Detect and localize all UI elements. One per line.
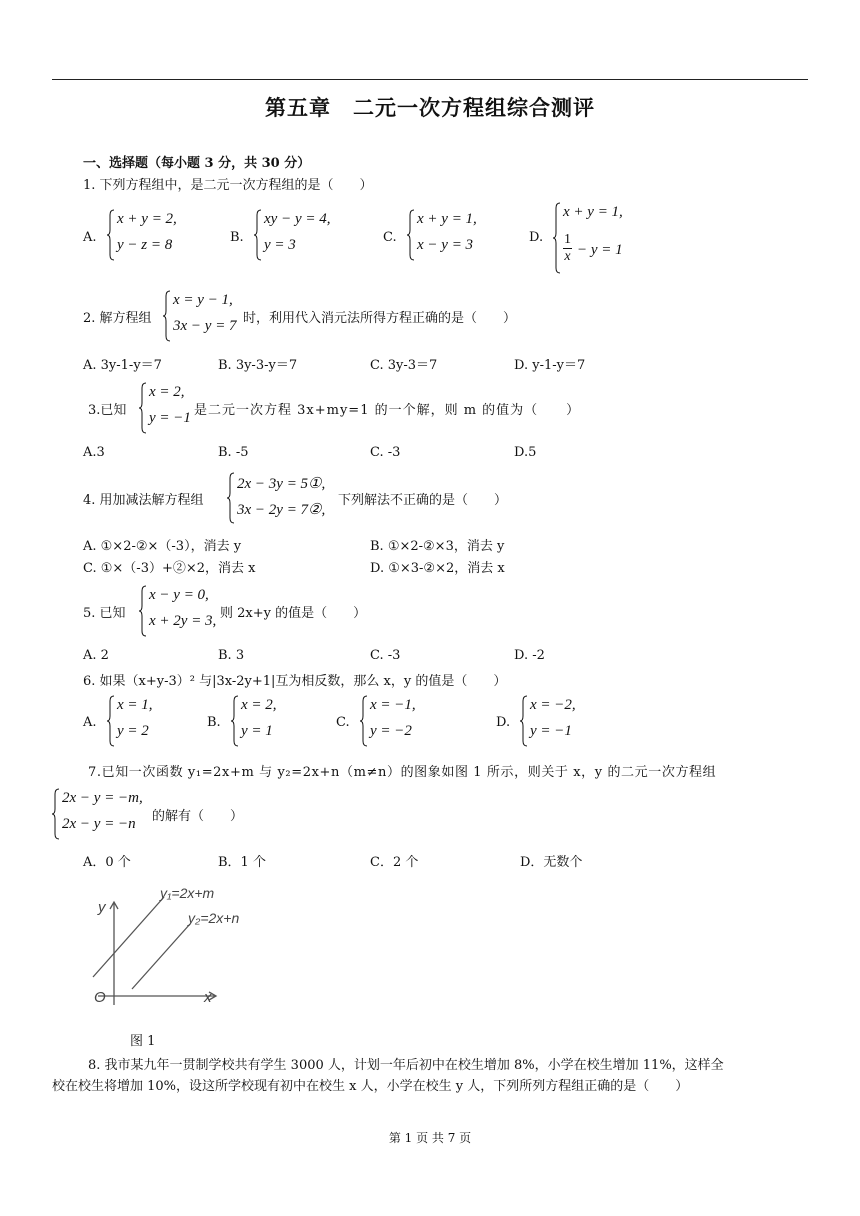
q5-system [139,585,229,637]
q5-suffix: 则 2x+y 的值是（ ） [220,606,367,621]
q4-option-a: A. ①×2-②×（-3），消去 y [83,539,242,554]
q6-c-eq2: y = −2 [370,723,412,739]
q2-eq1: x = y − 1, [173,292,233,308]
q1-a-eq2: y − z = 8 [117,237,173,253]
q8-line2: 校在校生将增加 10%，设这所学校现有初中在校生 x 人，小学在校生 y 人，下列所列方程组正确的是（ ） [52,1079,689,1094]
brace-icon [520,695,528,747]
q6-option-c-label: C. [336,715,350,730]
brace-icon [360,695,368,747]
brace-icon [163,290,171,342]
q2-option-a: A. 3y-1-y＝7 [83,358,162,373]
q6-d-eq1: x = −2, [530,697,576,713]
q4-option-d: D. ①×3-②×2，消去 x [370,561,505,576]
q4-suffix: 下列解法不正确的是（ ） [338,493,508,508]
q3-option-c: C. -3 [370,445,401,460]
function-graph [90,885,260,1010]
y-axis-label: y [98,899,106,916]
q7-figure [90,885,260,1010]
q1-option-c-system [407,209,497,261]
q5-option-b: B. 3 [218,648,245,663]
q6-option-d-system [520,695,600,747]
q1-d-denominator: x [564,249,571,264]
q6-d-eq2: y = −1 [530,723,572,739]
q6-option-a-system [107,695,177,747]
q1-a-eq1: x + y = 2, [117,211,177,227]
line-y2-label: y₂=2x+n [188,910,240,926]
q2-prefix: 2. 解方程组 [83,311,152,326]
q1-c-eq2: x − y = 3 [417,237,474,253]
q7-eq2: 2x − y = −n [62,816,136,832]
q7-option-a: A．0 个 [83,855,131,870]
q1-option-b-label: B. [230,230,244,245]
q7-system [52,788,162,840]
q1-option-d-label: D. [529,230,544,245]
q1-d-numerator: 1 [564,232,571,247]
q6-option-b-label: B. [207,715,221,730]
q7-option-c: C．2 个 [370,855,419,870]
q7-eq1: 2x − y = −m, [62,790,143,806]
q6-c-eq1: x = −1, [370,697,416,713]
q3-option-b: B. -5 [218,445,249,460]
q5-option-d: D. -2 [514,648,545,663]
brace-icon [553,202,561,274]
q1-b-eq1: xy − y = 4, [264,211,331,227]
q6-a-eq1: x = 1, [117,697,153,713]
q4-prefix: 4. 用加减法解方程组 [83,493,204,508]
q6-option-d-label: D. [496,715,511,730]
brace-icon [139,382,147,434]
header-rule [52,79,808,80]
q7-option-d: D．无数个 [520,855,583,870]
q1-stem: 1. 下列方程组中，是二元一次方程组的是（ ） [83,178,373,193]
q2-eq2: 3x − y = 7 [173,318,237,334]
q1-d-eq2-rest: − y = 1 [577,242,623,258]
q4-eq1: 2x − 3y = 5①, [237,476,326,492]
q1-option-a-label: A. [83,230,97,245]
q1-option-a-system [107,209,197,261]
q2-option-c: C. 3y-3＝7 [370,358,438,373]
q4-system [227,472,347,524]
q5-option-a: A. 2 [83,648,109,663]
q5-option-c: C. -3 [370,648,401,663]
q5-eq1: x − y = 0, [149,587,209,603]
q6-stem: 6. 如果（x+y-3）² 与|3x-2y+1|互为相反数，那么 x，y 的值是（ ） [83,674,507,689]
q1-d-eq1: x + y = 1, [563,204,623,220]
q1-d-fraction [563,232,572,265]
brace-icon [107,695,115,747]
brace-icon [231,695,239,747]
line-y1-label: y₁=2x+m [160,885,215,901]
q5-prefix: 5. 已知 [83,606,126,621]
brace-icon [227,472,235,524]
q6-a-eq2: y = 2 [117,723,149,739]
q8-line1: 8. 我市某九年一贯制学校共有学生 3000 人，计划一年后初中在校生增加 8%，小学在校生增加 11%，这样全 [88,1058,724,1073]
q2-option-b: B. 3y-3-y＝7 [218,358,298,373]
q6-option-a-label: A. [83,715,97,730]
q2-system [163,290,253,342]
q6-b-eq1: x = 2, [241,697,277,713]
page-footer: 第 1 页 共 7 页 [388,1131,472,1145]
q1-option-d-system [553,202,643,274]
brace-icon [139,585,147,637]
q3-option-a: A.3 [83,445,105,460]
q1-c-eq1: x + y = 1, [417,211,477,227]
q1-option-c-label: C. [383,230,397,245]
q7-option-b: B．1 个 [218,855,266,870]
q3-eq1: x = 2, [149,384,185,400]
q7-stem: 7.已知一次函数 y₁=2x+m 与 y₂=2x+n（m≠n）的图象如图 1 所示，则关于 x，y 的二元一次方程组 [88,765,717,780]
q6-option-c-system [360,695,440,747]
q3-suffix: 是二元一次方程 3x+my=1 的一个解，则 m 的值为（ ） [194,403,581,418]
figure-caption: 图 1 [130,1034,156,1049]
q1-option-b-system [254,209,344,261]
q4-option-b: B. ①×2-②×3，消去 y [370,539,505,554]
q6-option-b-system [231,695,301,747]
q4-option-c: C. ①×（-3）+②×2，消去 x [83,561,256,576]
section-heading: 一、选择题（每小题 3 分，共 30 分） [83,156,311,171]
brace-icon [407,209,415,261]
q7-suffix: 的解有（ ） [152,809,244,824]
q3-eq2: y = −1 [149,410,191,426]
q6-b-eq2: y = 1 [241,723,273,739]
origin-label: O [94,989,106,1006]
q2-option-d: D. y-1-y＝7 [514,358,586,373]
brace-icon [52,788,60,840]
brace-icon [254,209,262,261]
q2-suffix: 时，利用代入消元法所得方程正确的是（ ） [243,311,517,326]
q3-prefix: 3.已知 [88,403,127,418]
x-axis-label: x [204,989,212,1006]
q3-option-d: D.5 [514,445,537,460]
brace-icon [107,209,115,261]
q1-b-eq2: y = 3 [264,237,296,253]
line-y2 [132,924,190,989]
q5-eq2: x + 2y = 3, [149,613,217,629]
q4-eq2: 3x − 2y = 7②, [237,502,326,518]
page-title: 第五章 二元一次方程组综合测评 [265,96,595,120]
